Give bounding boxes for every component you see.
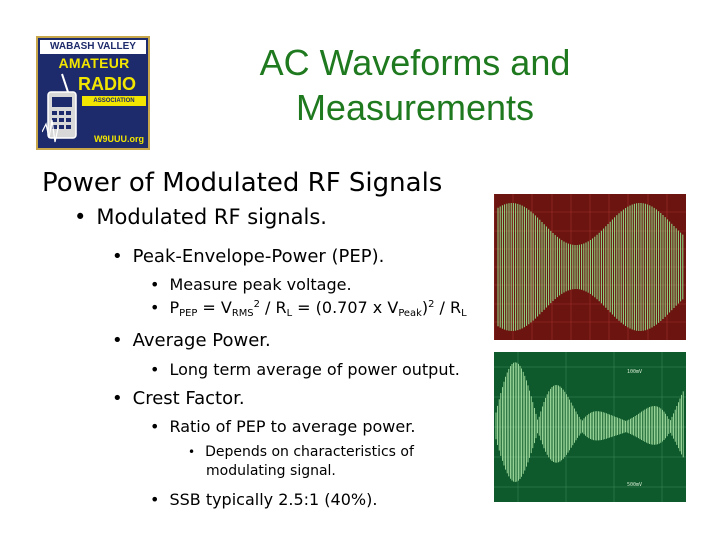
bullet-pep: [112, 246, 384, 267]
bullet-formula: [150, 298, 467, 319]
bullet-crest: [112, 388, 245, 409]
bullet-average-text: Average Power.: [132, 330, 271, 351]
pep-formula: $P_{PEP} = V_{RMS}^2 / R_L = (0.707$ x $V_{Peak})^2 / R_L$: [169, 298, 467, 319]
bullet-depends: [188, 444, 414, 460]
bullet-modulated-text: Modulated RF signals.: [96, 205, 327, 229]
slide-title: [190, 40, 640, 130]
bullet-modulated: [74, 205, 327, 229]
scope-trace-ssb: [494, 352, 686, 502]
bullet-dot-icon: •: [150, 417, 160, 436]
bullet-depends-cont: modulating signal.: [206, 463, 336, 479]
bullet-dot-icon: •: [74, 205, 87, 229]
logo-text-line2: AMATEUR: [58, 55, 130, 71]
logo-text-line4: ASSOCIATION: [82, 96, 146, 106]
radio-icon: [42, 72, 82, 146]
logo-callsign: W9UUU.org: [94, 134, 144, 144]
club-logo: [36, 36, 150, 150]
scope-image-pep: [494, 194, 686, 340]
bullet-ssb: [150, 490, 377, 509]
bullet-measure-peak: [150, 275, 352, 294]
bullet-dot-icon: •: [150, 275, 160, 294]
scope-image-ssb: [494, 352, 686, 502]
bullet-dot-icon: •: [150, 298, 160, 317]
bullet-dot-icon: •: [188, 445, 196, 459]
bullet-long-term: [150, 360, 460, 379]
bullet-depends-text: Depends on characteristics of: [205, 444, 414, 460]
bullet-ratio: [150, 417, 415, 436]
bullet-long-term-text: Long term average of power output.: [169, 360, 460, 379]
bullet-dot-icon: •: [112, 246, 123, 267]
title-line-2: Measurements: [295, 87, 535, 128]
section-heading: Power of Modulated RF Signals: [42, 168, 443, 198]
bullet-dot-icon: •: [112, 330, 123, 351]
scope-trace-pep: [494, 194, 686, 340]
bullet-dot-icon: •: [150, 360, 160, 379]
scope-label-bottom: 500mV: [626, 482, 642, 488]
title-line-1: AC Waveforms and: [259, 42, 571, 83]
bullet-dot-icon: •: [150, 490, 160, 509]
bullet-measure-peak-text: Measure peak voltage.: [169, 275, 352, 294]
bullet-dot-icon: •: [112, 388, 123, 409]
bullet-average: [112, 330, 271, 351]
logo-text-line1: WABASH VALLEY: [40, 40, 146, 54]
bullet-pep-text: Peak-Envelope-Power (PEP).: [132, 246, 385, 267]
scope-label-top: 100mV: [626, 369, 642, 375]
bullet-ratio-text: Ratio of PEP to average power.: [169, 417, 416, 436]
logo-text-line3: RADIO: [78, 74, 136, 94]
bullet-crest-text: Crest Factor.: [132, 388, 245, 409]
bullet-ssb-text: SSB typically 2.5:1 (40%).: [169, 490, 378, 509]
